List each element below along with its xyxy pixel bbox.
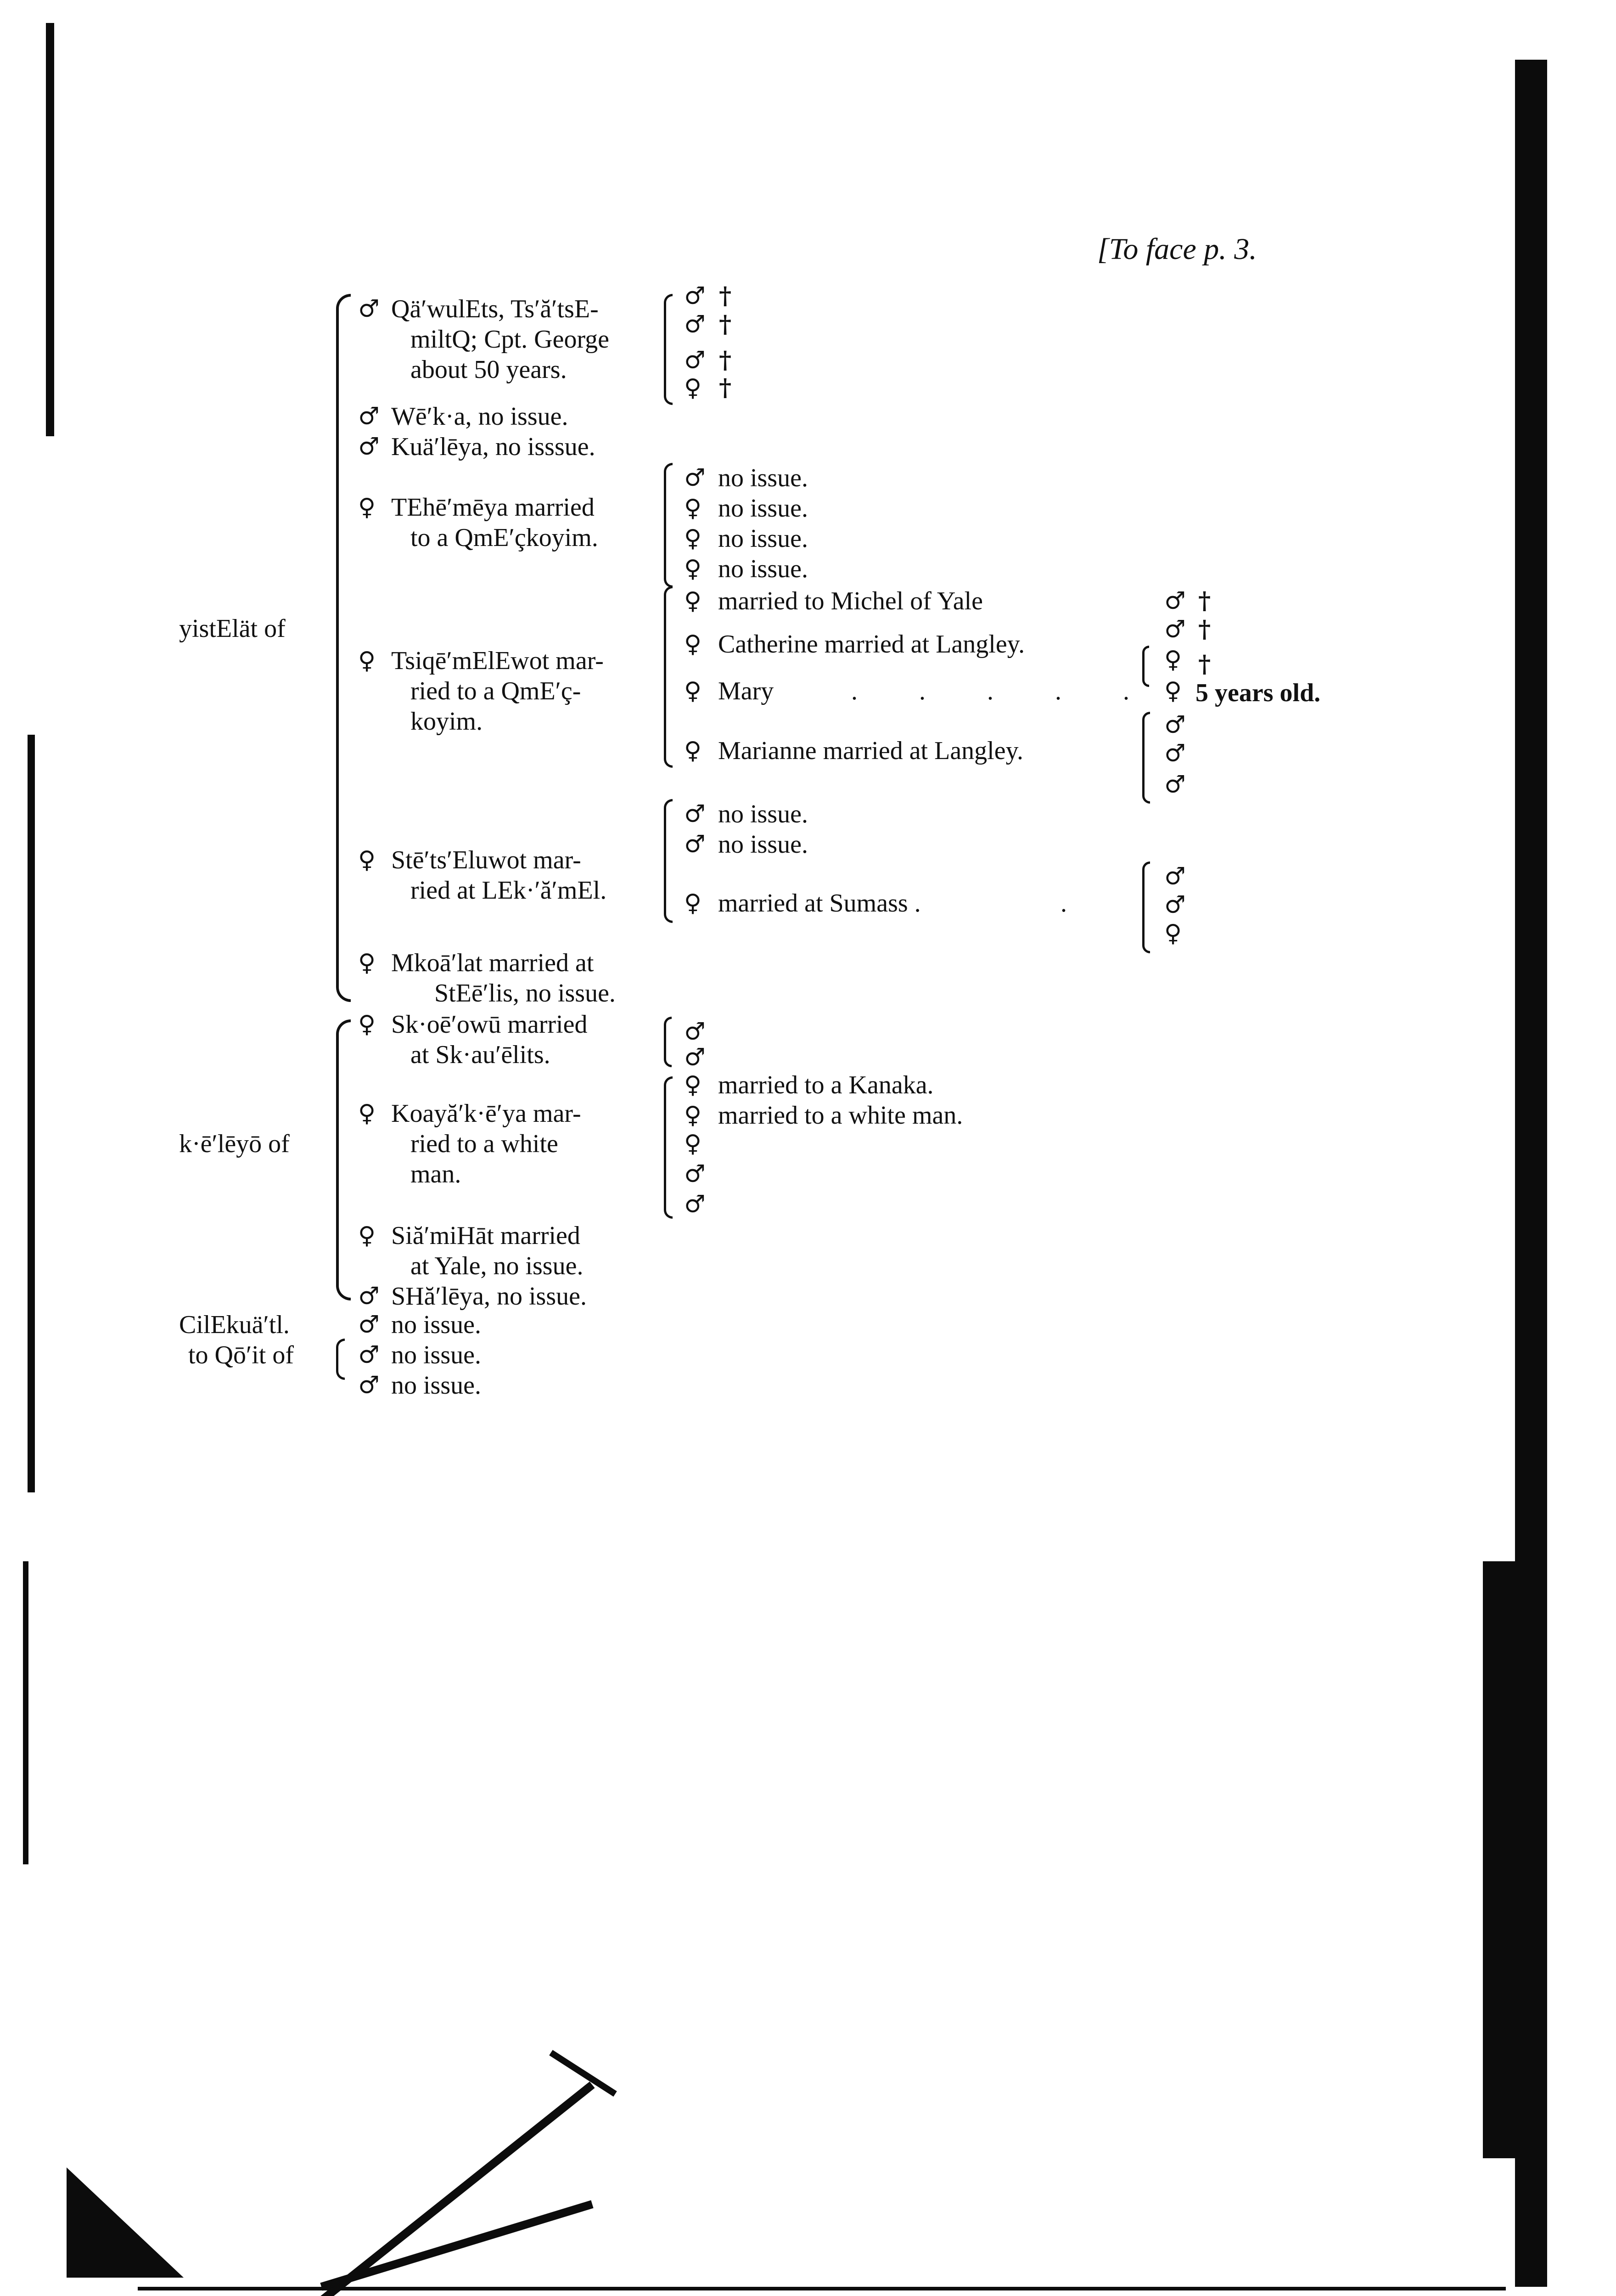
child-marianne: Marianne married at Langley. [718, 737, 1023, 765]
group-label-3b: to Qō′it of [188, 1341, 294, 1369]
male-symbol: ♂ [358, 402, 380, 430]
female-symbol: ♀ [358, 1221, 376, 1249]
entry-stets-line2: ried at LEk·′ă′mEl. [410, 876, 607, 905]
paper-crease-2 [321, 2204, 592, 2287]
entry-mkoalat-line2: StEē′lis, no issue. [434, 979, 616, 1007]
female-symbol: ♀ [1164, 677, 1182, 705]
child-no-issue: no issue. [718, 494, 808, 523]
entry-weka: Wē′k·a, no issue. [391, 402, 568, 431]
male-symbol: ♂ [1164, 862, 1186, 890]
male-symbol: ♂ [684, 1190, 706, 1218]
leader-dot: . [1060, 889, 1067, 917]
entry-qawulets-line2: miltQ; Cpt. George [410, 325, 609, 354]
group-label-1: yistElät of [179, 614, 286, 643]
male-symbol: ♂ [358, 433, 380, 461]
entry-stets-line1: Stē′ts′Eluwot mar- [391, 846, 581, 874]
male-symbol: ♂ [1164, 615, 1186, 643]
male-symbol: ♂ [358, 1311, 380, 1339]
group-label-3a: CilEkuä′tl. [179, 1311, 290, 1339]
entry-no-issue: no issue. [391, 1371, 481, 1400]
age-note: 5 years old. [1195, 679, 1321, 707]
male-symbol: ♂ [684, 830, 706, 858]
entry-qawulets-line1: Qä′wulEts, Ts′ă′tsE- [391, 295, 599, 323]
child-no-issue: no issue. [718, 555, 808, 583]
female-symbol: ♀ [1164, 646, 1182, 674]
male-symbol: ♂ [684, 346, 706, 374]
entry-koaya-line2: ried to a white [410, 1130, 558, 1158]
entry-no-issue: no issue. [391, 1311, 481, 1339]
corner-triangle [67, 2167, 184, 2278]
child-sumass: married at Sumass . [718, 889, 921, 917]
male-symbol: ♂ [1164, 739, 1186, 767]
dagger-symbol: † [1198, 587, 1211, 615]
child-no-issue: no issue. [718, 830, 808, 859]
entry-shaleya: SHă′lēya, no issue. [391, 1282, 587, 1311]
female-symbol: ♀ [684, 889, 702, 917]
female-symbol: ♀ [358, 846, 376, 874]
female-symbol: ♀ [1164, 919, 1182, 947]
female-symbol: ♀ [684, 555, 702, 583]
entry-tsiqe-line1: Tsiqē′mElEwot mar- [391, 647, 604, 675]
female-symbol: ♀ [684, 737, 702, 765]
dagger-symbol: † [1198, 615, 1211, 643]
entry-tsiqe-line3: koyim. [410, 707, 483, 736]
child-no-issue: no issue. [718, 524, 808, 553]
entry-no-issue: no issue. [391, 1341, 481, 1369]
male-symbol: ♂ [358, 1341, 380, 1369]
male-symbol: ♂ [358, 295, 380, 323]
dagger-symbol: † [719, 310, 732, 338]
female-symbol: ♀ [358, 1099, 376, 1127]
entry-tehemeya-line1: TEhē′mēya married [391, 493, 595, 522]
male-symbol: ♂ [684, 464, 706, 492]
dagger-symbol: † [719, 374, 732, 402]
child-michel: married to Michel of Yale [718, 587, 983, 615]
male-symbol: ♂ [684, 1160, 706, 1188]
female-symbol: ♀ [684, 587, 702, 615]
group-label-2: k·ē′lēyō of [179, 1130, 290, 1158]
male-symbol: ♂ [1164, 771, 1186, 799]
child-mary: Mary [718, 677, 774, 705]
paper-crease-1 [321, 2085, 592, 2296]
male-symbol: ♂ [684, 1018, 706, 1046]
entry-skoeowu-line1: Sk·oē′owū married [391, 1010, 588, 1039]
female-symbol: ♀ [684, 494, 702, 522]
entry-tehemeya-line2: to a QmE′çkoyim. [410, 523, 598, 552]
entry-siamihat-line2: at Yale, no issue. [410, 1252, 584, 1280]
child-catherine: Catherine married at Langley. [718, 630, 1025, 658]
leader-dots: . . . . . [851, 677, 1157, 705]
male-symbol: ♂ [358, 1282, 380, 1310]
page-header: [To face p. 3. [1097, 232, 1257, 266]
male-symbol: ♂ [684, 310, 706, 338]
female-symbol: ♀ [358, 647, 376, 675]
child-no-issue: no issue. [718, 800, 808, 828]
entry-koaya-line1: Koayă′k·ē′ya mar- [391, 1099, 581, 1128]
male-symbol: ♂ [1164, 891, 1186, 919]
female-symbol: ♀ [684, 1101, 702, 1129]
child-kanaka: married to a Kanaka. [718, 1071, 934, 1099]
female-symbol: ♀ [684, 1071, 702, 1099]
female-symbol: ♀ [684, 524, 702, 552]
female-symbol: ♀ [358, 1010, 376, 1038]
child-whiteman: married to a white man. [718, 1101, 963, 1130]
male-symbol: ♂ [1164, 711, 1186, 739]
female-symbol: ♀ [358, 493, 376, 521]
entry-mkoalat-line1: Mkoā′lat married at [391, 949, 594, 977]
male-symbol: ♂ [358, 1371, 380, 1399]
entry-qawulets-line3: about 50 years. [410, 355, 567, 384]
male-symbol: ♂ [684, 1043, 706, 1071]
male-symbol: ♂ [684, 800, 706, 828]
entry-tsiqe-line2: ried to a QmE′ç- [410, 677, 581, 705]
dagger-symbol: † [719, 346, 732, 374]
entry-siamihat-line1: Siă′miHāt married [391, 1221, 580, 1250]
child-no-issue: no issue. [718, 464, 808, 492]
entry-skoeowu-line2: at Sk·au′ēlits. [410, 1041, 550, 1069]
male-symbol: ♂ [684, 282, 706, 310]
female-symbol: ♀ [358, 949, 376, 977]
male-symbol: ♂ [1164, 587, 1186, 615]
entry-kualeya: Kuä′lēya, no isssue. [391, 433, 595, 461]
female-symbol: ♀ [684, 1130, 702, 1158]
entry-koaya-line3: man. [410, 1160, 461, 1188]
dagger-symbol: † [1198, 650, 1211, 678]
female-symbol: ♀ [684, 677, 702, 705]
female-symbol: ♀ [684, 374, 702, 402]
dagger-symbol: † [719, 282, 732, 310]
female-symbol: ♀ [684, 630, 702, 658]
